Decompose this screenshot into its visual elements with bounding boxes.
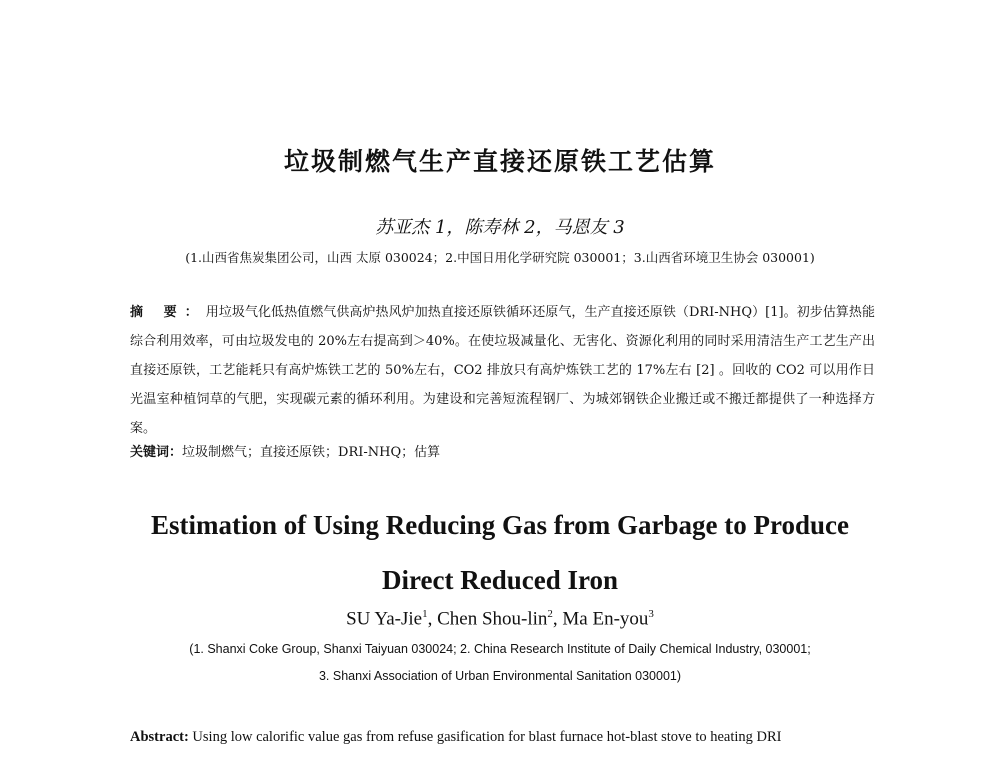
chinese-authors: 苏亚杰 1，陈寿林 2，马恩友 3 (375, 217, 625, 238)
chinese-keywords-label: 关键词： (130, 445, 183, 460)
author-affiliation-mark: 1 (422, 608, 428, 620)
chinese-abstract-text: 用垃圾气化低热值燃气供高炉热风炉加热直接还原铁循环还原气，生产直接还原铁（DRI-NHQ）[1]。初步估算热能综合利用效率，可由垃圾发电的 20%左右提高到＞40%。在使垃圾减量化、无害化、资源化利用的同时采用清洁生产工艺生产出直接还原铁，工艺能耗只有高炉炼铁工艺的 50%左右，CO2 排放只有高炉炼铁工艺的 17%左右 [2] 。回收的 CO2 可以用作日光温室种植饲草的气肥，实现碳元素的循环利用。为建设和完善短流程钢厂、为城郊钢铁企业搬迁或不搬迁都提供了一种选择方案。 (130, 305, 875, 436)
author-name: SU Ya-Jie (346, 608, 423, 630)
english-abstract (130, 723, 875, 751)
author-affiliation-mark: 2 (547, 608, 553, 620)
chinese-abstract (130, 298, 875, 443)
english-abstract-label: Abstract: (130, 729, 189, 745)
chinese-keywords-text: 垃圾制燃气；直接还原铁；DRI-NHQ；估算 (182, 445, 441, 460)
author-name: Ma En-you (562, 608, 649, 630)
chinese-abstract-label: 摘 要： (130, 305, 206, 320)
english-title-line-2: Direct Reduced Iron (382, 565, 618, 595)
author-affiliation-mark: 3 (648, 608, 654, 620)
chinese-affiliations: (1.山西省焦炭集团公司，山西 太原 030024；2.中国日用化学研究院 030001；3.山西省环境卫生协会 030001) (185, 250, 815, 265)
author-name: Chen Shou-lin (437, 608, 548, 630)
english-title-line-1: Estimation of Using Reducing Gas from Garbage to Produce (151, 510, 849, 540)
chinese-keywords (130, 442, 875, 464)
english-affiliation-line-1: (1. Shanxi Coke Group, Shanxi Taiyuan 030024; 2. China Research Institute of Daily Chemical Industry, 030001; (189, 642, 811, 656)
english-affiliation-line-2: 3. Shanxi Association of Urban Environmental Sanitation 030001) (318, 669, 682, 683)
english-authors: SU Ya-Jie$^1$, Chen Shou-lin$^2$, Ma En-you$^3$ (346, 608, 654, 630)
chinese-title: 垃圾制燃气生产直接还原铁工艺估算 (283, 147, 716, 176)
english-abstract-text: Using low calorific value gas from refuse gasification for blast furnace hot-blast stove to heating DRI (192, 729, 782, 745)
